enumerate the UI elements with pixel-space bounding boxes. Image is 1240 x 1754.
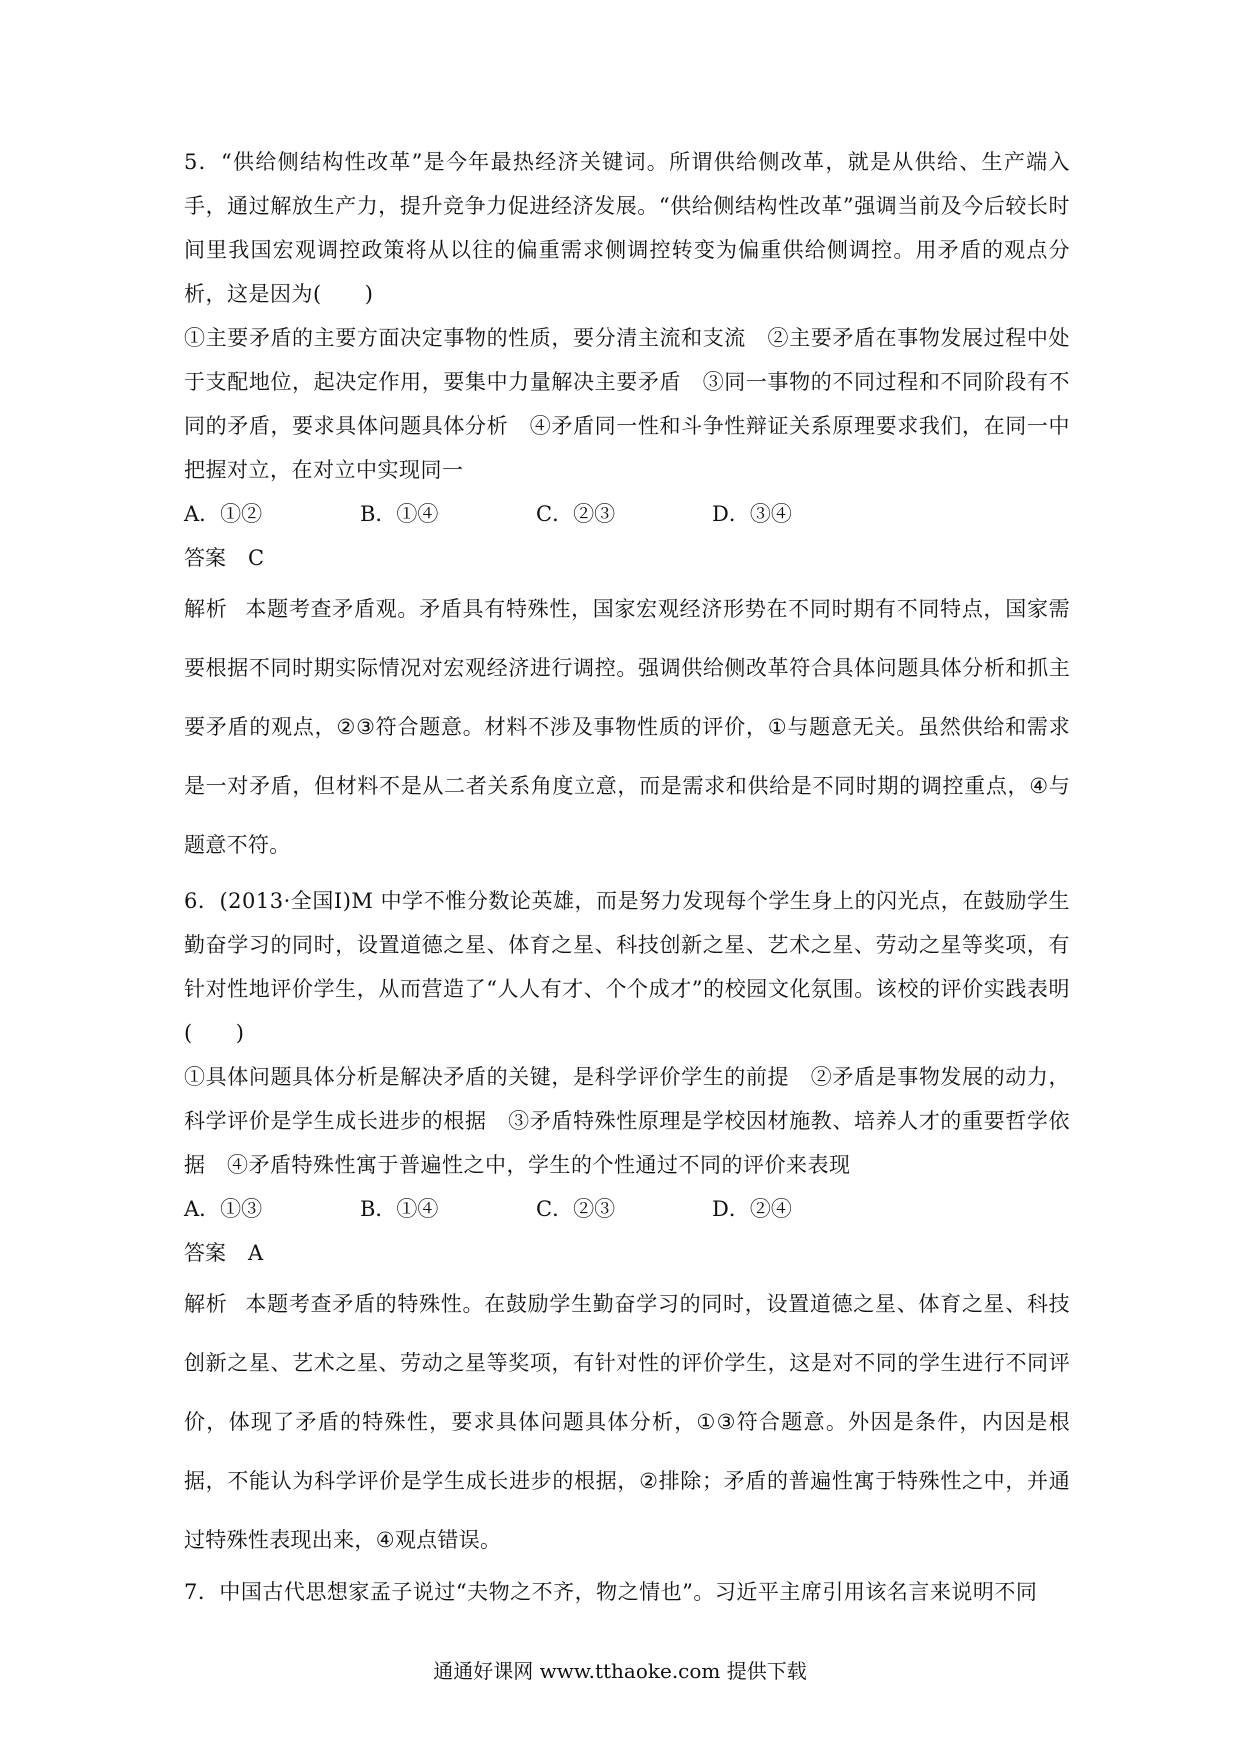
page-footer: 通通好课网 www.tthaoke.com 提供下载 (433, 1659, 807, 1683)
analysis-text: 本题考查矛盾观。矛盾具有特殊性，国家宏观经济形势在不同时期有不同特点，国家需要根据不同时期实际情况对宏观经济进行调控。强调供给侧改革符合具体问题具体分析和抓主要矛盾的观点，②③符合题意。材料不涉及事物性质的评价，①与题意无关。虽然供给和需求是一对矛盾，但材料不是从二者关系角度立意，而是需求和供给是不同时期的调控重点，④与题意不符。 (184, 597, 1070, 857)
analysis-label: 解析 (184, 597, 228, 621)
question-stem: 6．(2013·全国Ⅰ)M 中学不惟分数论英雄，而是努力发现每个学生身上的闪光点，在鼓励学生勤奋学习的同时，设置道德之星、体育之星、科技创新之星、艺术之星、劳动之星等奖项，有针对性地评价学生，从而营造了“人人有才、个个成才”的校园文化氛围。该校的评价实践表明( ) (184, 889, 1070, 1045)
answer-label: 答案 (184, 546, 226, 570)
answer-value: C (248, 546, 265, 570)
option-c: C．②③ (536, 502, 616, 526)
page-content (184, 140, 1070, 1614)
question-statements: ①具体问题具体分析是解决矛盾的关键，是科学评价学生的前提 ②矛盾是事物发展的动力，科学评价是学生成长进步的根据 ③矛盾特殊性原理是学校因材施教、培养人才的重要哲学依据 ④矛盾特殊性寓于普遍性之中，学生的个性通过不同的评价来表现 (184, 1065, 1070, 1177)
option-d: D．③④ (712, 502, 792, 526)
option-d: D．②④ (712, 1197, 792, 1221)
question-6 (184, 879, 1070, 1570)
answer-label: 答案 (184, 1241, 226, 1265)
option-b: B．①④ (360, 502, 439, 526)
question-5 (184, 140, 1070, 875)
analysis (184, 580, 1070, 875)
answer-options (184, 1187, 1070, 1231)
answer-options (184, 492, 1070, 536)
option-c: C．②③ (536, 1197, 616, 1221)
answer-line (184, 536, 1070, 580)
analysis-text: 本题考查矛盾的特殊性。在鼓励学生勤奋学习的同时，设置道德之星、体育之星、科技创新之星、艺术之星、劳动之星等奖项，有针对性的评价学生，这是对不同的学生进行不同评价，体现了矛盾的特殊性，要求具体问题具体分析，①③符合题意。外因是条件，内因是根据，不能认为科学评价是学生成长进步的根据，②排除；矛盾的普遍性寓于特殊性之中，并通过特殊性表现出来，④观点错误。 (184, 1292, 1070, 1552)
option-b: B．①④ (360, 1197, 439, 1221)
answer-value: A (248, 1241, 264, 1265)
question-7-stem: 7．中国古代思想家孟子说过“夫物之不齐，物之情也”。习近平主席引用该名言来说明不同 (184, 1580, 1038, 1604)
question-statements: ①主要矛盾的主要方面决定事物的性质，要分清主流和支流 ②主要矛盾在事物发展过程中处于支配地位，起决定作用，要集中力量解决主要矛盾 ③同一事物的不同过程和不同阶段有不同的矛盾，要求具体问题具体分析 ④矛盾同一性和斗争性辩证关系原理要求我们，在同一中把握对立，在对立中实现同一 (184, 326, 1070, 482)
option-a: A．①② (184, 502, 263, 526)
question-stem: 5．“供给侧结构性改革”是今年最热经济关键词。所谓供给侧改革，就是从供给、生产端入手，通过解放生产力，提升竞争力促进经济发展。“供给侧结构性改革”强调当前及今后较长时间里我国宏观调控政策将从以往的偏重需求侧调控转变为偏重供给侧调控。用矛盾的观点分析，这是因为( ) (184, 150, 1070, 306)
analysis (184, 1275, 1070, 1570)
analysis-label: 解析 (184, 1292, 228, 1316)
option-a: A．①③ (184, 1197, 263, 1221)
answer-line (184, 1231, 1070, 1275)
